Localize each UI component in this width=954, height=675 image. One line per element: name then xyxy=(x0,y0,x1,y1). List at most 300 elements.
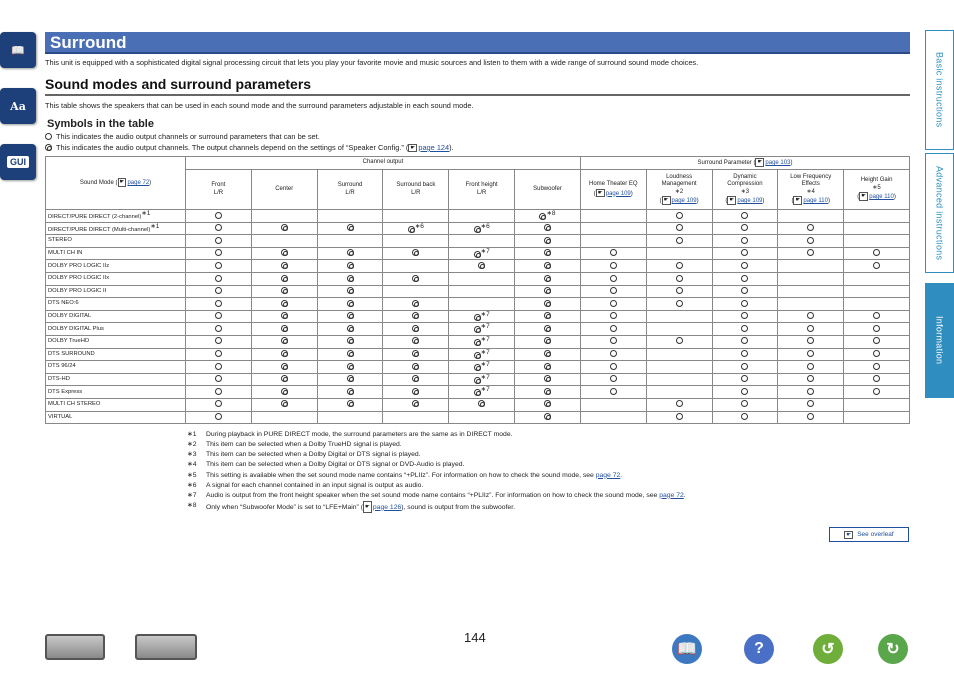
single-circle-icon xyxy=(676,224,683,231)
page-ref-icon: ☛ xyxy=(795,197,801,204)
single-circle-icon xyxy=(676,400,683,407)
sound-mode-name: MULTI CH IN xyxy=(48,250,83,256)
table-cell xyxy=(317,222,383,235)
table-cell xyxy=(580,323,646,336)
table-cell xyxy=(449,222,515,235)
double-circle-icon xyxy=(281,375,288,382)
table-cell xyxy=(515,373,581,386)
channel-column-header xyxy=(251,170,317,210)
table-cell xyxy=(186,298,252,311)
table-cell xyxy=(778,298,844,311)
remote-control-icon[interactable] xyxy=(135,634,197,660)
table-cell xyxy=(317,361,383,374)
table-cell xyxy=(317,411,383,424)
col-label: Front height xyxy=(465,182,498,189)
single-circle-icon xyxy=(741,375,748,382)
table-cell xyxy=(186,335,252,348)
table-cell xyxy=(646,210,712,223)
col-label: L/R xyxy=(411,189,421,196)
table-cell xyxy=(712,310,778,323)
page-link[interactable]: page 126 xyxy=(372,503,402,511)
single-circle-icon xyxy=(873,262,880,269)
page-link[interactable]: page 110 xyxy=(803,198,828,205)
table-cell xyxy=(580,273,646,286)
double-circle-icon xyxy=(544,275,551,282)
sound-mode-cell xyxy=(46,260,186,273)
see-overleaf-button[interactable] xyxy=(829,527,909,542)
footnote-text-end: . xyxy=(683,491,686,499)
table-cell xyxy=(317,348,383,361)
table-cell xyxy=(844,298,910,311)
sound-mode-header: Sound Mode ( ☛ page 72) xyxy=(46,157,186,210)
page-link[interactable]: page 124 xyxy=(418,143,450,152)
table-cell xyxy=(317,247,383,260)
double-circle-icon xyxy=(347,300,354,307)
table-cell xyxy=(712,247,778,260)
single-circle-icon xyxy=(807,249,814,256)
table-cell xyxy=(383,273,449,286)
table-cell xyxy=(449,335,515,348)
footnote xyxy=(187,440,910,450)
double-circle-icon xyxy=(544,413,551,420)
table-cell xyxy=(778,386,844,399)
symbol-text: This indicates the audio output channels or surround parameters that can be set. xyxy=(56,132,320,141)
single-circle-icon xyxy=(215,350,222,357)
table-cell xyxy=(186,348,252,361)
table-cell xyxy=(515,210,581,223)
single-circle-icon xyxy=(741,388,748,395)
page-ref-icon: ☛ xyxy=(119,179,125,186)
table-cell xyxy=(712,285,778,298)
single-circle-icon xyxy=(741,300,748,307)
double-circle-icon xyxy=(544,363,551,370)
table-cell xyxy=(515,222,581,235)
footnote xyxy=(187,460,910,470)
single-circle-icon xyxy=(807,224,814,231)
table-cell xyxy=(383,323,449,336)
single-circle-icon xyxy=(807,237,814,244)
channel-column-header xyxy=(186,170,252,210)
table-cell xyxy=(646,323,712,336)
symbol-single-circle xyxy=(45,132,910,141)
table-cell xyxy=(383,260,449,273)
double-circle-icon xyxy=(544,262,551,269)
table-row xyxy=(46,285,910,298)
single-circle-icon xyxy=(215,224,222,231)
single-circle-icon xyxy=(807,388,814,395)
table-cell xyxy=(844,361,910,374)
double-circle-icon xyxy=(412,312,419,319)
col-note: ∗5 xyxy=(872,184,881,191)
footnote-key: ∗8 xyxy=(187,501,197,509)
single-circle-icon xyxy=(676,275,683,282)
sound-mode-cell xyxy=(46,273,186,286)
table-cell xyxy=(251,260,317,273)
double-circle-icon xyxy=(544,237,551,244)
table-cell xyxy=(317,285,383,298)
sound-mode-name: DOLBY TrueHD xyxy=(48,338,90,345)
sound-mode-name: DOLBY DIGITAL xyxy=(48,312,92,319)
single-circle-icon xyxy=(873,363,880,370)
table-row xyxy=(46,235,910,248)
table-cell xyxy=(251,273,317,286)
sound-mode-name: VIRTUAL xyxy=(48,413,73,420)
table-cell xyxy=(580,335,646,348)
table-cell xyxy=(383,398,449,411)
parameter-column-header: Home Theater EQ ( ☛ page 109) xyxy=(580,170,646,210)
double-circle-icon xyxy=(347,275,354,282)
table-cell xyxy=(317,273,383,286)
single-circle-icon xyxy=(807,400,814,407)
table-cell xyxy=(778,222,844,235)
single-circle-icon xyxy=(676,237,683,244)
see-overleaf-label: See overleaf xyxy=(857,531,894,538)
table-cell xyxy=(317,298,383,311)
table-cell xyxy=(317,310,383,323)
table-cell xyxy=(844,373,910,386)
table-cell xyxy=(646,273,712,286)
footnote-key: ∗3 xyxy=(187,451,197,459)
page-ref-icon: ☛ xyxy=(729,197,735,204)
single-circle-icon xyxy=(873,388,880,395)
surround-parameter-header: Surround Parameter ( ☛ page 103) xyxy=(580,157,909,170)
double-circle-icon xyxy=(347,337,354,344)
double-circle-icon xyxy=(478,400,485,407)
receiver-front-icon[interactable] xyxy=(45,634,105,660)
gui-icon[interactable] xyxy=(0,144,36,180)
footnote xyxy=(187,481,910,491)
single-circle-icon xyxy=(215,325,222,332)
parameter-column-header: Height Gain ∗5 ( ☛ page 110) xyxy=(844,170,910,210)
table-cell xyxy=(778,335,844,348)
table-cell xyxy=(646,260,712,273)
table-cell xyxy=(646,335,712,348)
double-circle-icon xyxy=(474,389,481,396)
table-cell xyxy=(383,298,449,311)
single-circle-icon xyxy=(215,400,222,407)
double-circle-icon xyxy=(412,300,419,307)
single-circle-icon xyxy=(807,325,814,332)
table-cell xyxy=(712,298,778,311)
channel-column-header xyxy=(449,170,515,210)
table-cell xyxy=(186,398,252,411)
table-cell xyxy=(712,373,778,386)
double-circle-icon xyxy=(539,213,546,220)
table-cell xyxy=(515,398,581,411)
double-circle-icon xyxy=(544,287,551,294)
double-circle-icon xyxy=(544,400,551,407)
back-icon[interactable]: ↺ xyxy=(813,634,843,664)
page-link[interactable]: page 72 xyxy=(595,471,621,479)
table-cell xyxy=(778,310,844,323)
double-circle-icon xyxy=(281,300,288,307)
single-circle-icon xyxy=(741,400,748,407)
table-cell xyxy=(646,411,712,424)
page-ref-icon: ☛ xyxy=(363,501,372,513)
table-cell xyxy=(580,361,646,374)
single-circle-icon xyxy=(610,312,617,319)
table-cell xyxy=(712,222,778,235)
note-mark: ∗7 xyxy=(480,348,490,356)
help-icon[interactable]: ? xyxy=(744,634,774,664)
col-label: Subwoofer xyxy=(533,185,562,192)
note-mark: ∗7 xyxy=(480,310,490,318)
sound-mode-cell xyxy=(46,210,186,223)
double-circle-icon xyxy=(347,375,354,382)
double-circle-icon xyxy=(544,337,551,344)
table-cell xyxy=(186,210,252,223)
single-circle-icon xyxy=(741,413,748,420)
col-label: Surround xyxy=(337,182,363,189)
table-cell xyxy=(844,222,910,235)
single-circle-icon xyxy=(741,224,748,231)
tab-label: Advanced instructions xyxy=(934,165,945,261)
footnote-text: This item can be selected when a Dolby Digital or DTS signal is played. xyxy=(206,451,421,459)
sound-mode-cell xyxy=(46,335,186,348)
double-circle-icon xyxy=(544,350,551,357)
table-cell xyxy=(449,247,515,260)
table-cell xyxy=(712,260,778,273)
table-cell xyxy=(778,398,844,411)
double-circle-icon xyxy=(412,388,419,395)
table-cell xyxy=(449,398,515,411)
table-cell xyxy=(515,335,581,348)
single-circle-icon xyxy=(610,388,617,395)
single-circle-icon xyxy=(873,337,880,344)
table-cell xyxy=(515,247,581,260)
note-mark: ∗7 xyxy=(480,373,490,381)
table-cell xyxy=(712,386,778,399)
col-label: L/R xyxy=(345,189,355,196)
col-label: Center xyxy=(275,185,294,192)
double-circle-icon xyxy=(281,224,288,231)
page-ref-icon: ☛ xyxy=(597,189,603,196)
table-cell xyxy=(844,235,910,248)
page-link[interactable]: page 109 xyxy=(737,198,763,205)
table-cell xyxy=(383,285,449,298)
tab-label: Basic instructions xyxy=(934,52,945,128)
table-cell xyxy=(778,411,844,424)
book-icon[interactable]: 📖 xyxy=(0,32,36,68)
single-circle-icon xyxy=(610,375,617,382)
double-circle-icon xyxy=(474,251,481,258)
single-circle-icon xyxy=(610,300,617,307)
table-row xyxy=(46,361,910,374)
table-cell xyxy=(712,235,778,248)
table-cell xyxy=(317,398,383,411)
table-cell xyxy=(515,310,581,323)
sound-mode-cell xyxy=(46,398,186,411)
table-cell xyxy=(646,348,712,361)
header-text: Sound Mode ( xyxy=(79,180,118,187)
table-cell xyxy=(515,386,581,399)
single-circle-icon xyxy=(610,337,617,344)
page-content xyxy=(45,32,910,513)
footnote-text-end: . xyxy=(620,471,623,479)
table-cell xyxy=(251,398,317,411)
table-cell xyxy=(844,247,910,260)
single-circle-icon xyxy=(610,363,617,370)
double-circle-icon xyxy=(412,275,419,282)
text-size-icon[interactable]: Aa xyxy=(0,88,36,124)
double-circle-icon xyxy=(281,275,288,282)
gui-label: GUI xyxy=(7,156,29,168)
page-link[interactable]: page 72 xyxy=(659,491,684,499)
manual-book-icon[interactable]: 📖 xyxy=(672,634,702,664)
table-cell xyxy=(712,348,778,361)
sound-mode-cell xyxy=(46,361,186,374)
col-label: Management xyxy=(661,181,697,188)
col-label: Surround back xyxy=(396,182,436,189)
single-circle-icon xyxy=(741,287,748,294)
table-cell xyxy=(251,298,317,311)
note-mark: ∗7 xyxy=(480,247,490,255)
single-circle-icon xyxy=(741,350,748,357)
table-row xyxy=(46,273,910,286)
single-circle-icon xyxy=(215,237,222,244)
double-circle-icon xyxy=(474,326,481,333)
double-circle-icon xyxy=(408,226,415,233)
col-note: ∗3 xyxy=(740,188,750,195)
double-circle-icon xyxy=(281,287,288,294)
table-cell xyxy=(317,386,383,399)
sound-mode-name: DTS NEO:6 xyxy=(48,300,79,307)
table-cell xyxy=(383,222,449,235)
table-row xyxy=(46,310,910,323)
table-cell xyxy=(844,398,910,411)
sound-mode-name: DIRECT/PURE DIRECT (2-channel) xyxy=(48,214,142,221)
table-cell xyxy=(712,335,778,348)
table-cell xyxy=(251,210,317,223)
single-circle-icon xyxy=(215,212,222,219)
col-note: ∗2 xyxy=(674,188,684,195)
table-cell xyxy=(778,273,844,286)
table-row xyxy=(46,373,910,386)
double-circle-icon xyxy=(478,262,485,269)
double-circle-icon xyxy=(281,388,288,395)
table-cell xyxy=(580,285,646,298)
single-circle-icon xyxy=(215,249,222,256)
table-cell xyxy=(712,273,778,286)
forward-icon[interactable]: ↻ xyxy=(878,634,908,664)
table-cell xyxy=(844,323,910,336)
table-cell xyxy=(580,348,646,361)
single-circle-icon xyxy=(807,350,814,357)
col-label: L/R xyxy=(476,189,487,196)
single-circle-icon xyxy=(873,249,880,256)
single-circle-icon xyxy=(215,262,222,269)
double-circle-icon xyxy=(544,224,551,231)
table-cell xyxy=(712,323,778,336)
table-cell xyxy=(251,323,317,336)
single-circle-icon xyxy=(215,300,222,307)
single-circle-icon xyxy=(873,375,880,382)
table-cell xyxy=(712,411,778,424)
table-cell xyxy=(646,386,712,399)
single-circle-icon xyxy=(215,337,222,344)
footnote-text: This setting is available when the set sound mode name contains “+PLIIz”. For information on how to check the sound mode, see xyxy=(206,471,596,479)
page-link[interactable]: page 109 xyxy=(671,198,697,205)
note-mark: ∗1 xyxy=(150,222,160,230)
page-link[interactable]: page 72 xyxy=(127,180,150,187)
table-cell xyxy=(844,411,910,424)
single-circle-icon xyxy=(610,325,617,332)
page-ref-icon: ☛ xyxy=(410,145,416,152)
note-mark: ∗7 xyxy=(480,323,490,331)
footnote xyxy=(187,491,910,501)
table-cell xyxy=(646,361,712,374)
page-link[interactable]: page 110 xyxy=(869,194,894,201)
table-cell xyxy=(646,285,712,298)
channel-output-header: Channel output xyxy=(186,157,581,170)
footnote xyxy=(187,450,910,460)
double-circle-icon xyxy=(347,350,354,357)
table-cell xyxy=(186,222,252,235)
footnote-text: Audio is output from the front height speaker when the set sound mode name contains “+PLIIz”. For information on how to check the sound mode, see xyxy=(206,491,660,499)
tab-basic-instructions[interactable] xyxy=(925,30,954,150)
table-cell xyxy=(580,260,646,273)
double-circle-icon xyxy=(347,388,354,395)
double-circle-icon xyxy=(412,400,419,407)
tab-advanced-instructions[interactable] xyxy=(925,153,954,273)
footnote-text: During playback in PURE DIRECT mode, the surround parameters are the same as in DIRECT mode. xyxy=(206,431,513,439)
sound-mode-cell xyxy=(46,222,186,235)
double-circle-icon xyxy=(544,249,551,256)
col-label: Effects xyxy=(801,181,820,188)
single-circle-icon xyxy=(676,300,683,307)
table-row xyxy=(46,323,910,336)
table-cell xyxy=(449,386,515,399)
double-circle-icon xyxy=(474,226,481,233)
sound-mode-name: STEREO xyxy=(48,237,72,244)
table-cell xyxy=(449,298,515,311)
double-circle-icon xyxy=(412,249,419,256)
table-cell xyxy=(317,323,383,336)
double-circle-icon xyxy=(347,400,354,407)
double-circle-icon xyxy=(281,350,288,357)
page-ref-icon: ☛ xyxy=(846,531,852,538)
table-cell xyxy=(317,260,383,273)
single-circle-icon xyxy=(807,337,814,344)
single-circle-icon xyxy=(873,350,880,357)
col-label: Home Theater EQ xyxy=(588,181,638,188)
page-link[interactable]: page 103 xyxy=(765,160,791,167)
footnote-key: ∗7 xyxy=(187,491,197,499)
table-cell xyxy=(449,361,515,374)
table-row xyxy=(46,298,910,311)
table-cell xyxy=(251,411,317,424)
table-cell xyxy=(646,398,712,411)
table-cell xyxy=(778,260,844,273)
table-cell xyxy=(646,310,712,323)
table-cell xyxy=(383,335,449,348)
double-circle-icon xyxy=(281,337,288,344)
col-label: Compression xyxy=(727,181,763,188)
table-cell xyxy=(515,285,581,298)
tab-information[interactable] xyxy=(925,283,954,398)
table-cell xyxy=(844,348,910,361)
page-link[interactable]: page 109 xyxy=(605,190,631,197)
note-mark: ∗6 xyxy=(480,222,490,230)
page-number: 144 xyxy=(464,630,486,645)
parameter-column-header: Low Frequency Effects ∗4 ( ☛ page 110) xyxy=(778,170,844,210)
single-circle-icon xyxy=(215,375,222,382)
table-cell xyxy=(580,235,646,248)
table-cell xyxy=(383,411,449,424)
table-cell xyxy=(186,247,252,260)
page-ref-icon: ☛ xyxy=(861,193,867,200)
table-cell xyxy=(317,335,383,348)
